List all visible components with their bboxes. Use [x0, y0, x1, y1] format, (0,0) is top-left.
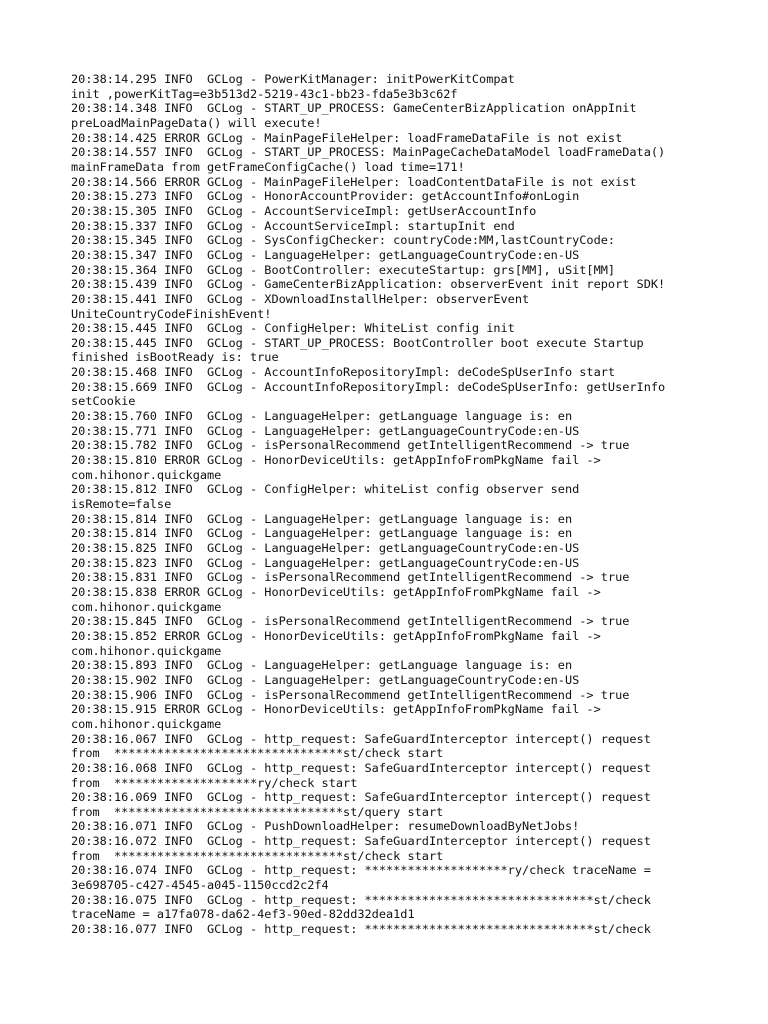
log-line: 20:38:15.760 INFO GCLog - LanguageHelper: getLanguage language is: en — [71, 409, 573, 424]
log-line: 20:38:15.814 INFO GCLog - LanguageHelper: getLanguage language is: en — [71, 526, 573, 541]
log-line: 20:38:16.075 INFO GCLog - http_request: ********************************st/check — [71, 892, 651, 907]
log-line: 20:38:15.902 INFO GCLog - LanguageHelper: getLanguageCountryCode:en-US — [71, 672, 580, 687]
log-line: 20:38:16.067 INFO GCLog - http_request: SafeGuardInterceptor intercept() request — [71, 731, 651, 746]
log-line: traceName = a17fa078-da62-4ef3-90ed-82dd32dea1d1 — [71, 907, 415, 922]
log-line: from ********************************st/check start — [71, 848, 444, 863]
log-line: 20:38:15.445 INFO GCLog - ConfigHelper: WhiteList config init — [71, 321, 515, 336]
log-line: com.hihonor.quickgame — [71, 467, 222, 482]
log-line: 20:38:14.348 INFO GCLog - START_UP_PROCESS: GameCenterBizApplication onAppInit — [71, 101, 637, 116]
log-line: 20:38:15.445 INFO GCLog - START_UP_PROCESS: BootController boot execute Startup — [71, 335, 644, 350]
log-line: 20:38:15.468 INFO GCLog - AccountInfoRepositoryImpl: deCodeSpUserInfo start — [71, 365, 616, 380]
log-line: com.hihonor.quickgame — [71, 599, 222, 614]
log-line: 20:38:16.071 INFO GCLog - PushDownloadHelper: resumeDownloadByNetJobs! — [71, 819, 580, 834]
log-line: 3e698705-c427-4545-a045-1150ccd2c2f4 — [71, 878, 329, 893]
log-line: from ********************************st/query start — [71, 804, 444, 819]
log-line: com.hihonor.quickgame — [71, 716, 222, 731]
log-line: 20:38:15.771 INFO GCLog - LanguageHelper: getLanguageCountryCode:en-US — [71, 423, 580, 438]
log-line: 20:38:15.273 INFO GCLog - HonorAccountProvider: getAccountInfo#onLogin — [71, 189, 580, 204]
log-line: init ,powerKitTag=e3b513d2-5219-43c1-bb23-fda5e3b3c62f — [71, 86, 458, 101]
log-line: 20:38:15.782 INFO GCLog - isPersonalRecommend getIntelligentRecommend -> true — [71, 438, 630, 453]
log-line: from ********************************st/check start — [71, 746, 444, 761]
log-line: from ********************ry/check start — [71, 775, 358, 790]
log-line: 20:38:14.295 INFO GCLog - PowerKitManager: initPowerKitCompat — [71, 72, 515, 86]
log-line: 20:38:15.906 INFO GCLog - isPersonalRecommend getIntelligentRecommend -> true — [71, 687, 630, 702]
log-line: 20:38:15.669 INFO GCLog - AccountInfoRepositoryImpl: deCodeSpUserInfo: getUserInfo — [71, 379, 666, 394]
log-line: 20:38:15.364 INFO GCLog - BootController: executeStartup: grs[MM], uSit[MM] — [71, 262, 616, 277]
log-line: 20:38:15.838 ERROR GCLog - HonorDeviceUtils: getAppInfoFromPkgName fail -> — [71, 584, 601, 599]
log-line: 20:38:15.825 INFO GCLog - LanguageHelper: getLanguageCountryCode:en-US — [71, 541, 580, 555]
log-line: 20:38:15.810 ERROR GCLog - HonorDeviceUtils: getAppInfoFromPkgName fail -> — [71, 453, 601, 468]
log-line: isRemote=false — [71, 497, 172, 512]
log-text — [71, 72, 711, 937]
log-line: 20:38:15.852 ERROR GCLog - HonorDeviceUtils: getAppInfoFromPkgName fail -> — [71, 628, 601, 643]
log-line: 20:38:14.425 ERROR GCLog - MainPageFileHelper: loadFrameDataFile is not exist — [71, 130, 623, 145]
log-line: 20:38:16.077 INFO GCLog - http_request: ********************************st/check — [71, 922, 651, 937]
log-line: 20:38:15.305 INFO GCLog - AccountServiceImpl: getUserAccountInfo — [71, 203, 537, 218]
log-line: preLoadMainPageData() will execute! — [71, 115, 322, 130]
log-line: 20:38:16.068 INFO GCLog - http_request: SafeGuardInterceptor intercept() request — [71, 760, 651, 775]
log-line: 20:38:15.893 INFO GCLog - LanguageHelper: getLanguage language is: en — [71, 658, 573, 673]
log-line: 20:38:15.441 INFO GCLog - XDownloadInstallHelper: observerEvent — [71, 291, 530, 306]
log-line: 20:38:15.439 INFO GCLog - GameCenterBizApplication: observerEvent init report SDK! — [71, 277, 666, 292]
log-line: 20:38:15.814 INFO GCLog - LanguageHelper: getLanguage language is: en — [71, 511, 573, 526]
log-line: 20:38:15.812 INFO GCLog - ConfigHelper: whiteList config observer send — [71, 482, 580, 497]
log-line: 20:38:16.072 INFO GCLog - http_request: SafeGuardInterceptor intercept() request — [71, 834, 651, 849]
log-line: 20:38:15.845 INFO GCLog - isPersonalRecommend getIntelligentRecommend -> true — [71, 614, 630, 629]
log-line: 20:38:15.345 INFO GCLog - SysConfigChecker: countryCode:MM,lastCountryCode: — [71, 233, 616, 248]
log-line: 20:38:15.831 INFO GCLog - isPersonalRecommend getIntelligentRecommend -> true — [71, 570, 630, 585]
log-line: 20:38:15.915 ERROR GCLog - HonorDeviceUtils: getAppInfoFromPkgName fail -> — [71, 702, 601, 717]
log-line: mainFrameData from getFrameConfigCache() load time=171! — [71, 159, 465, 174]
log-line: UniteCountryCodeFinishEvent! — [71, 306, 272, 321]
log-line: 20:38:16.074 INFO GCLog - http_request: ********************ry/check traceName = — [71, 863, 651, 878]
log-line: 20:38:14.566 ERROR GCLog - MainPageFileHelper: loadContentDataFile is not exist — [71, 174, 637, 189]
log-line: 20:38:15.823 INFO GCLog - LanguageHelper: getLanguageCountryCode:en-US — [71, 555, 580, 570]
log-line: setCookie — [71, 394, 136, 409]
log-line: com.hihonor.quickgame — [71, 643, 222, 658]
log-line: 20:38:15.337 INFO GCLog - AccountServiceImpl: startupInit end — [71, 218, 515, 233]
log-line: finished isBootReady is: true — [71, 350, 279, 365]
log-line: 20:38:15.347 INFO GCLog - LanguageHelper: getLanguageCountryCode:en-US — [71, 247, 580, 262]
log-line: 20:38:16.069 INFO GCLog - http_request: SafeGuardInterceptor intercept() request — [71, 790, 651, 805]
log-line: 20:38:14.557 INFO GCLog - START_UP_PROCESS: MainPageCacheDataModel loadFrameData() — [71, 145, 666, 160]
